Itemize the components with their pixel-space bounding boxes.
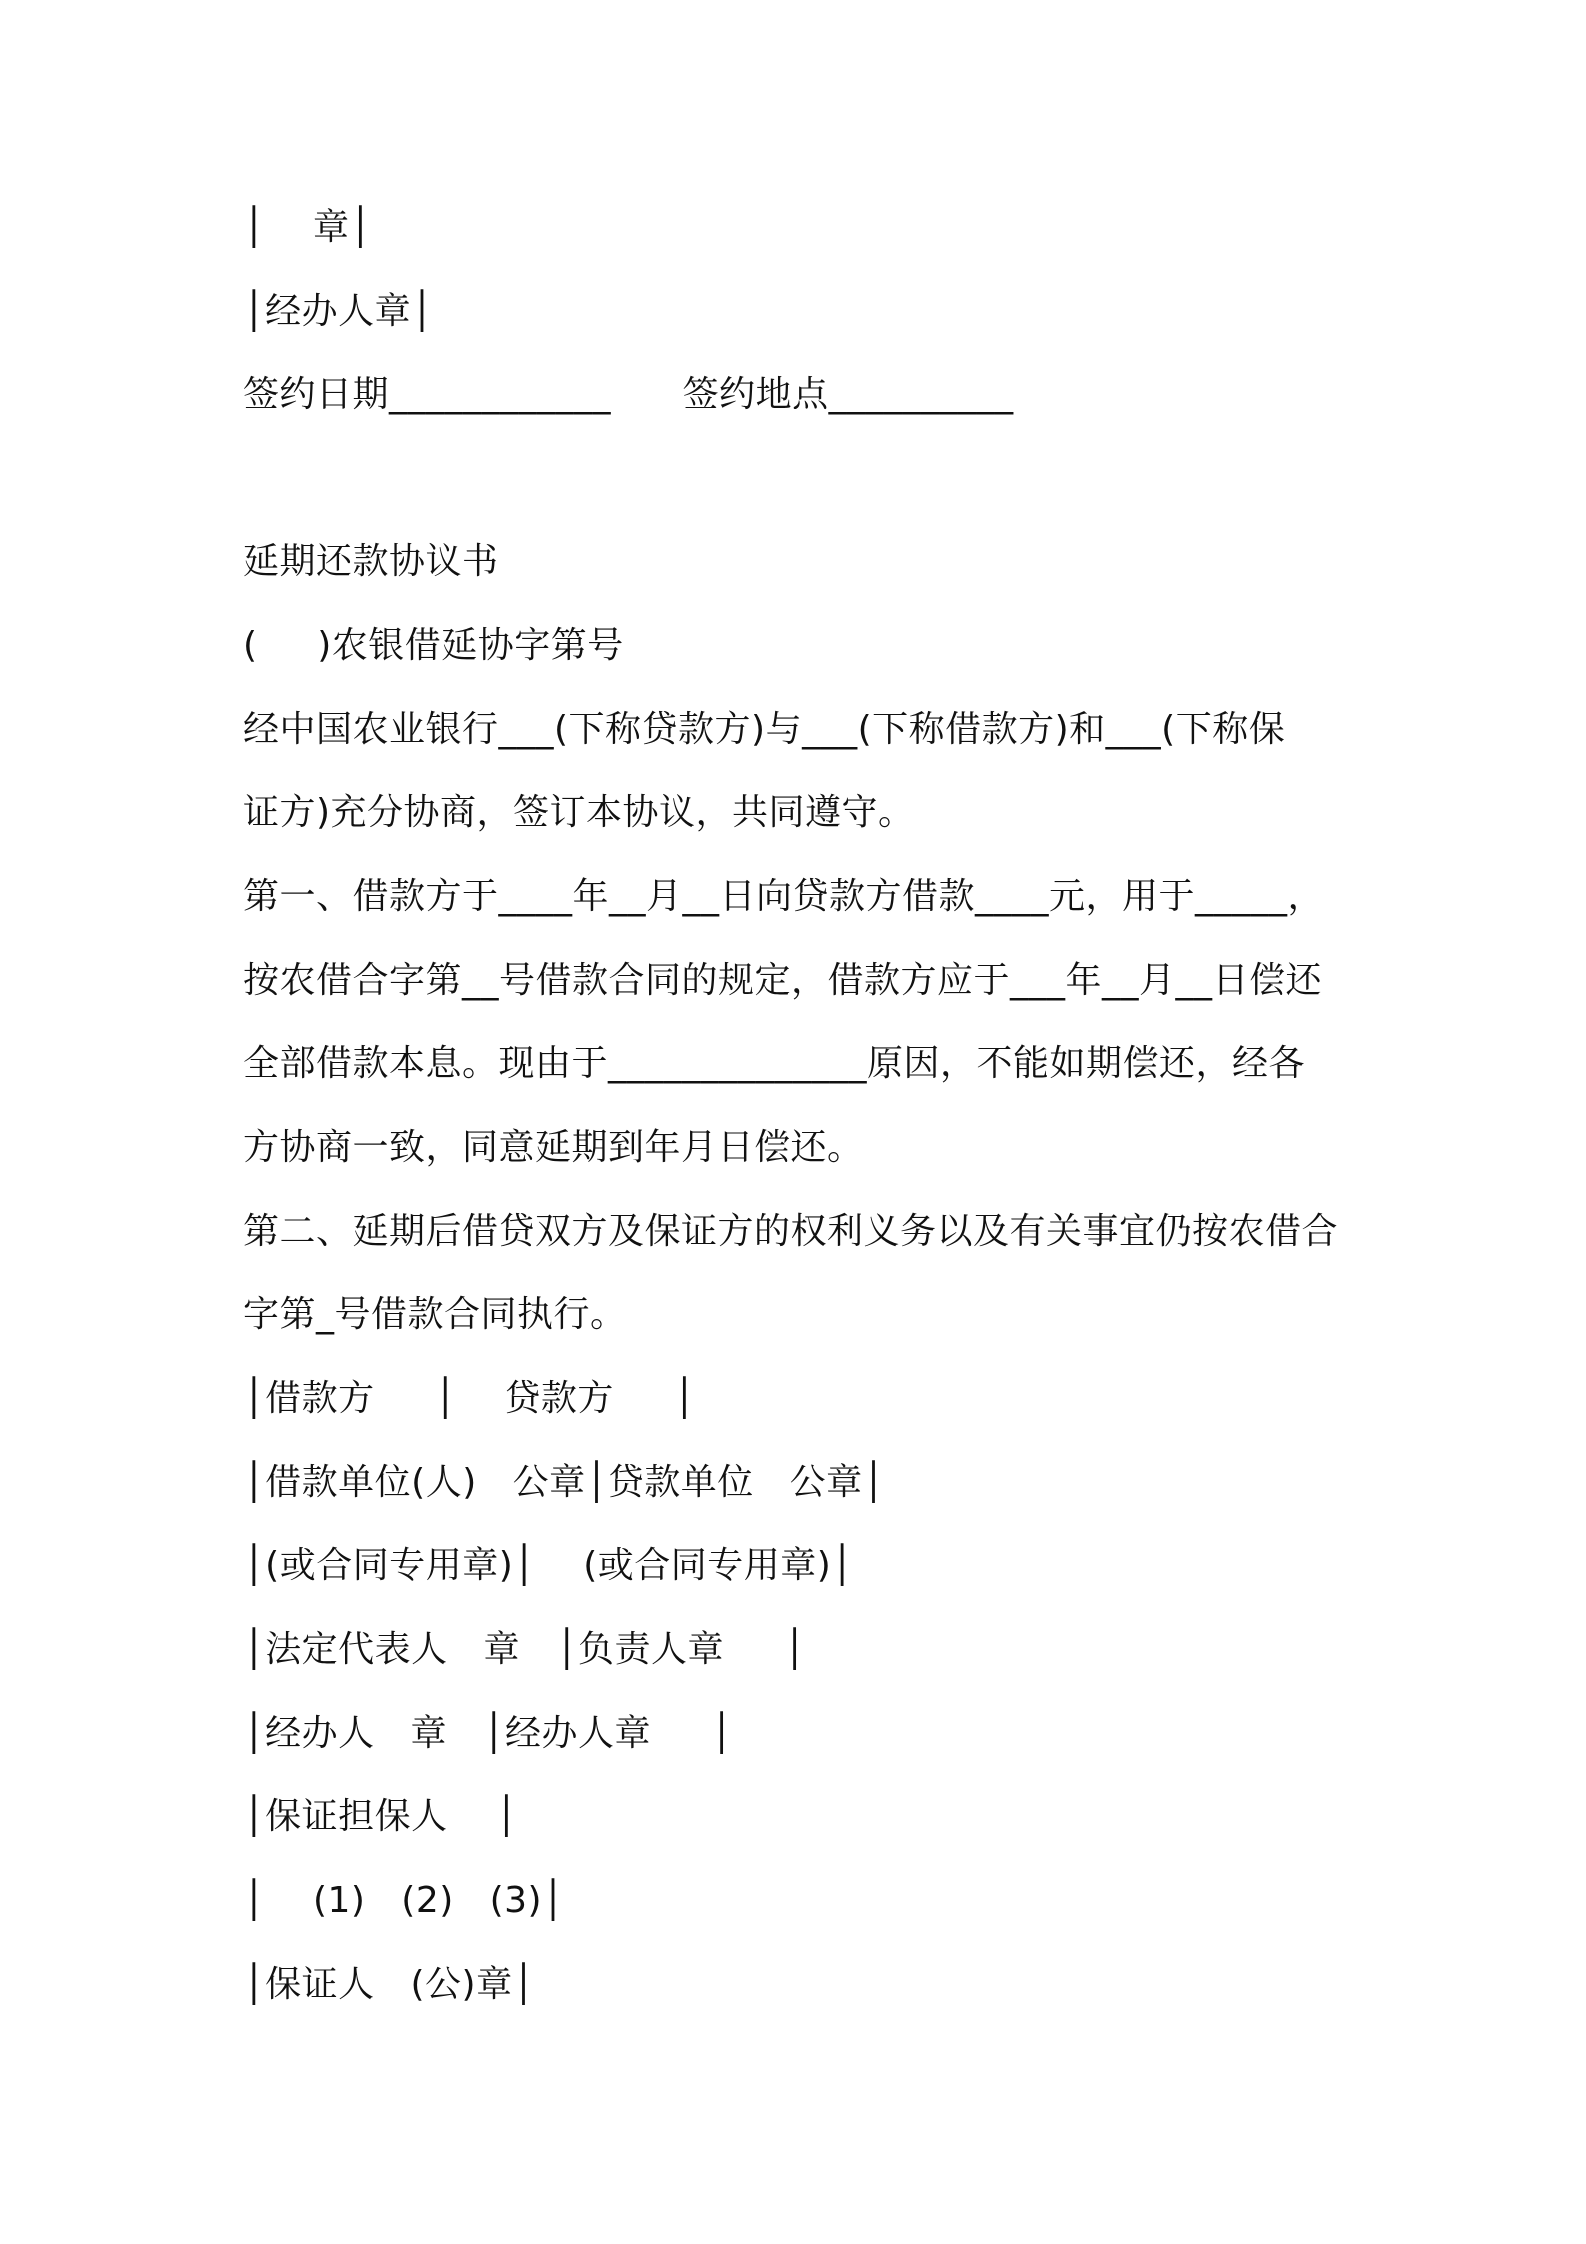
paragraph-line: 第二、延期后借贷双方及保证方的权利义务以及有关事宜仍按农借合 bbox=[243, 1211, 1339, 1252]
paragraph-line: 第一、借款方于____年__月__日向贷款方借款____元，用于_____， bbox=[243, 876, 1325, 917]
signature-table-row: │保证人 (公)章│ bbox=[243, 1964, 535, 2005]
paragraph-line: 经中国农业银行___(下称贷款方)与___(下称借款方)和___(下称保 bbox=[243, 709, 1286, 750]
paragraph-line: 字第_号借款合同执行。 bbox=[243, 1294, 627, 1335]
paragraph-line: 按农借合字第__号借款合同的规定，借款方应于___年__月__日偿还 bbox=[243, 960, 1323, 1001]
signature-table-row: │借款方 │ 贷款方 │ bbox=[243, 1378, 696, 1419]
signature-table-row: │(或合同专用章)│ (或合同专用章)│ bbox=[243, 1545, 854, 1586]
paragraph-line: 证方)充分协商，签订本协议，共同遵守。 bbox=[243, 792, 915, 833]
signature-table-row: │借款单位(人) 公章│贷款单位 公章│ bbox=[243, 1462, 885, 1503]
paragraph-line: 全部借款本息。现由于______________原因，不能如期偿还，经各 bbox=[243, 1043, 1306, 1084]
document-title: 延期还款协议书 bbox=[243, 541, 499, 582]
signature-table-row: │经办人 章 │经办人章 │ bbox=[243, 1713, 733, 1754]
paragraph-line: 方协商一致，同意延期到年月日偿还。 bbox=[243, 1127, 864, 1168]
signing-date-place: 签约日期____________ 签约地点__________ bbox=[243, 374, 1014, 415]
signature-table-row: │ (1) (2) (3)│ bbox=[243, 1880, 565, 1921]
signature-table-row: │法定代表人 章 │负责人章 │ bbox=[243, 1629, 806, 1670]
signature-line-handler-seal: │经办人章│ bbox=[243, 291, 434, 332]
signature-table-row: │保证担保人 │ bbox=[243, 1796, 518, 1837]
document-number: ( )农银借延协字第号 bbox=[243, 625, 624, 666]
signature-line-seal: │ 章│ bbox=[243, 207, 372, 248]
